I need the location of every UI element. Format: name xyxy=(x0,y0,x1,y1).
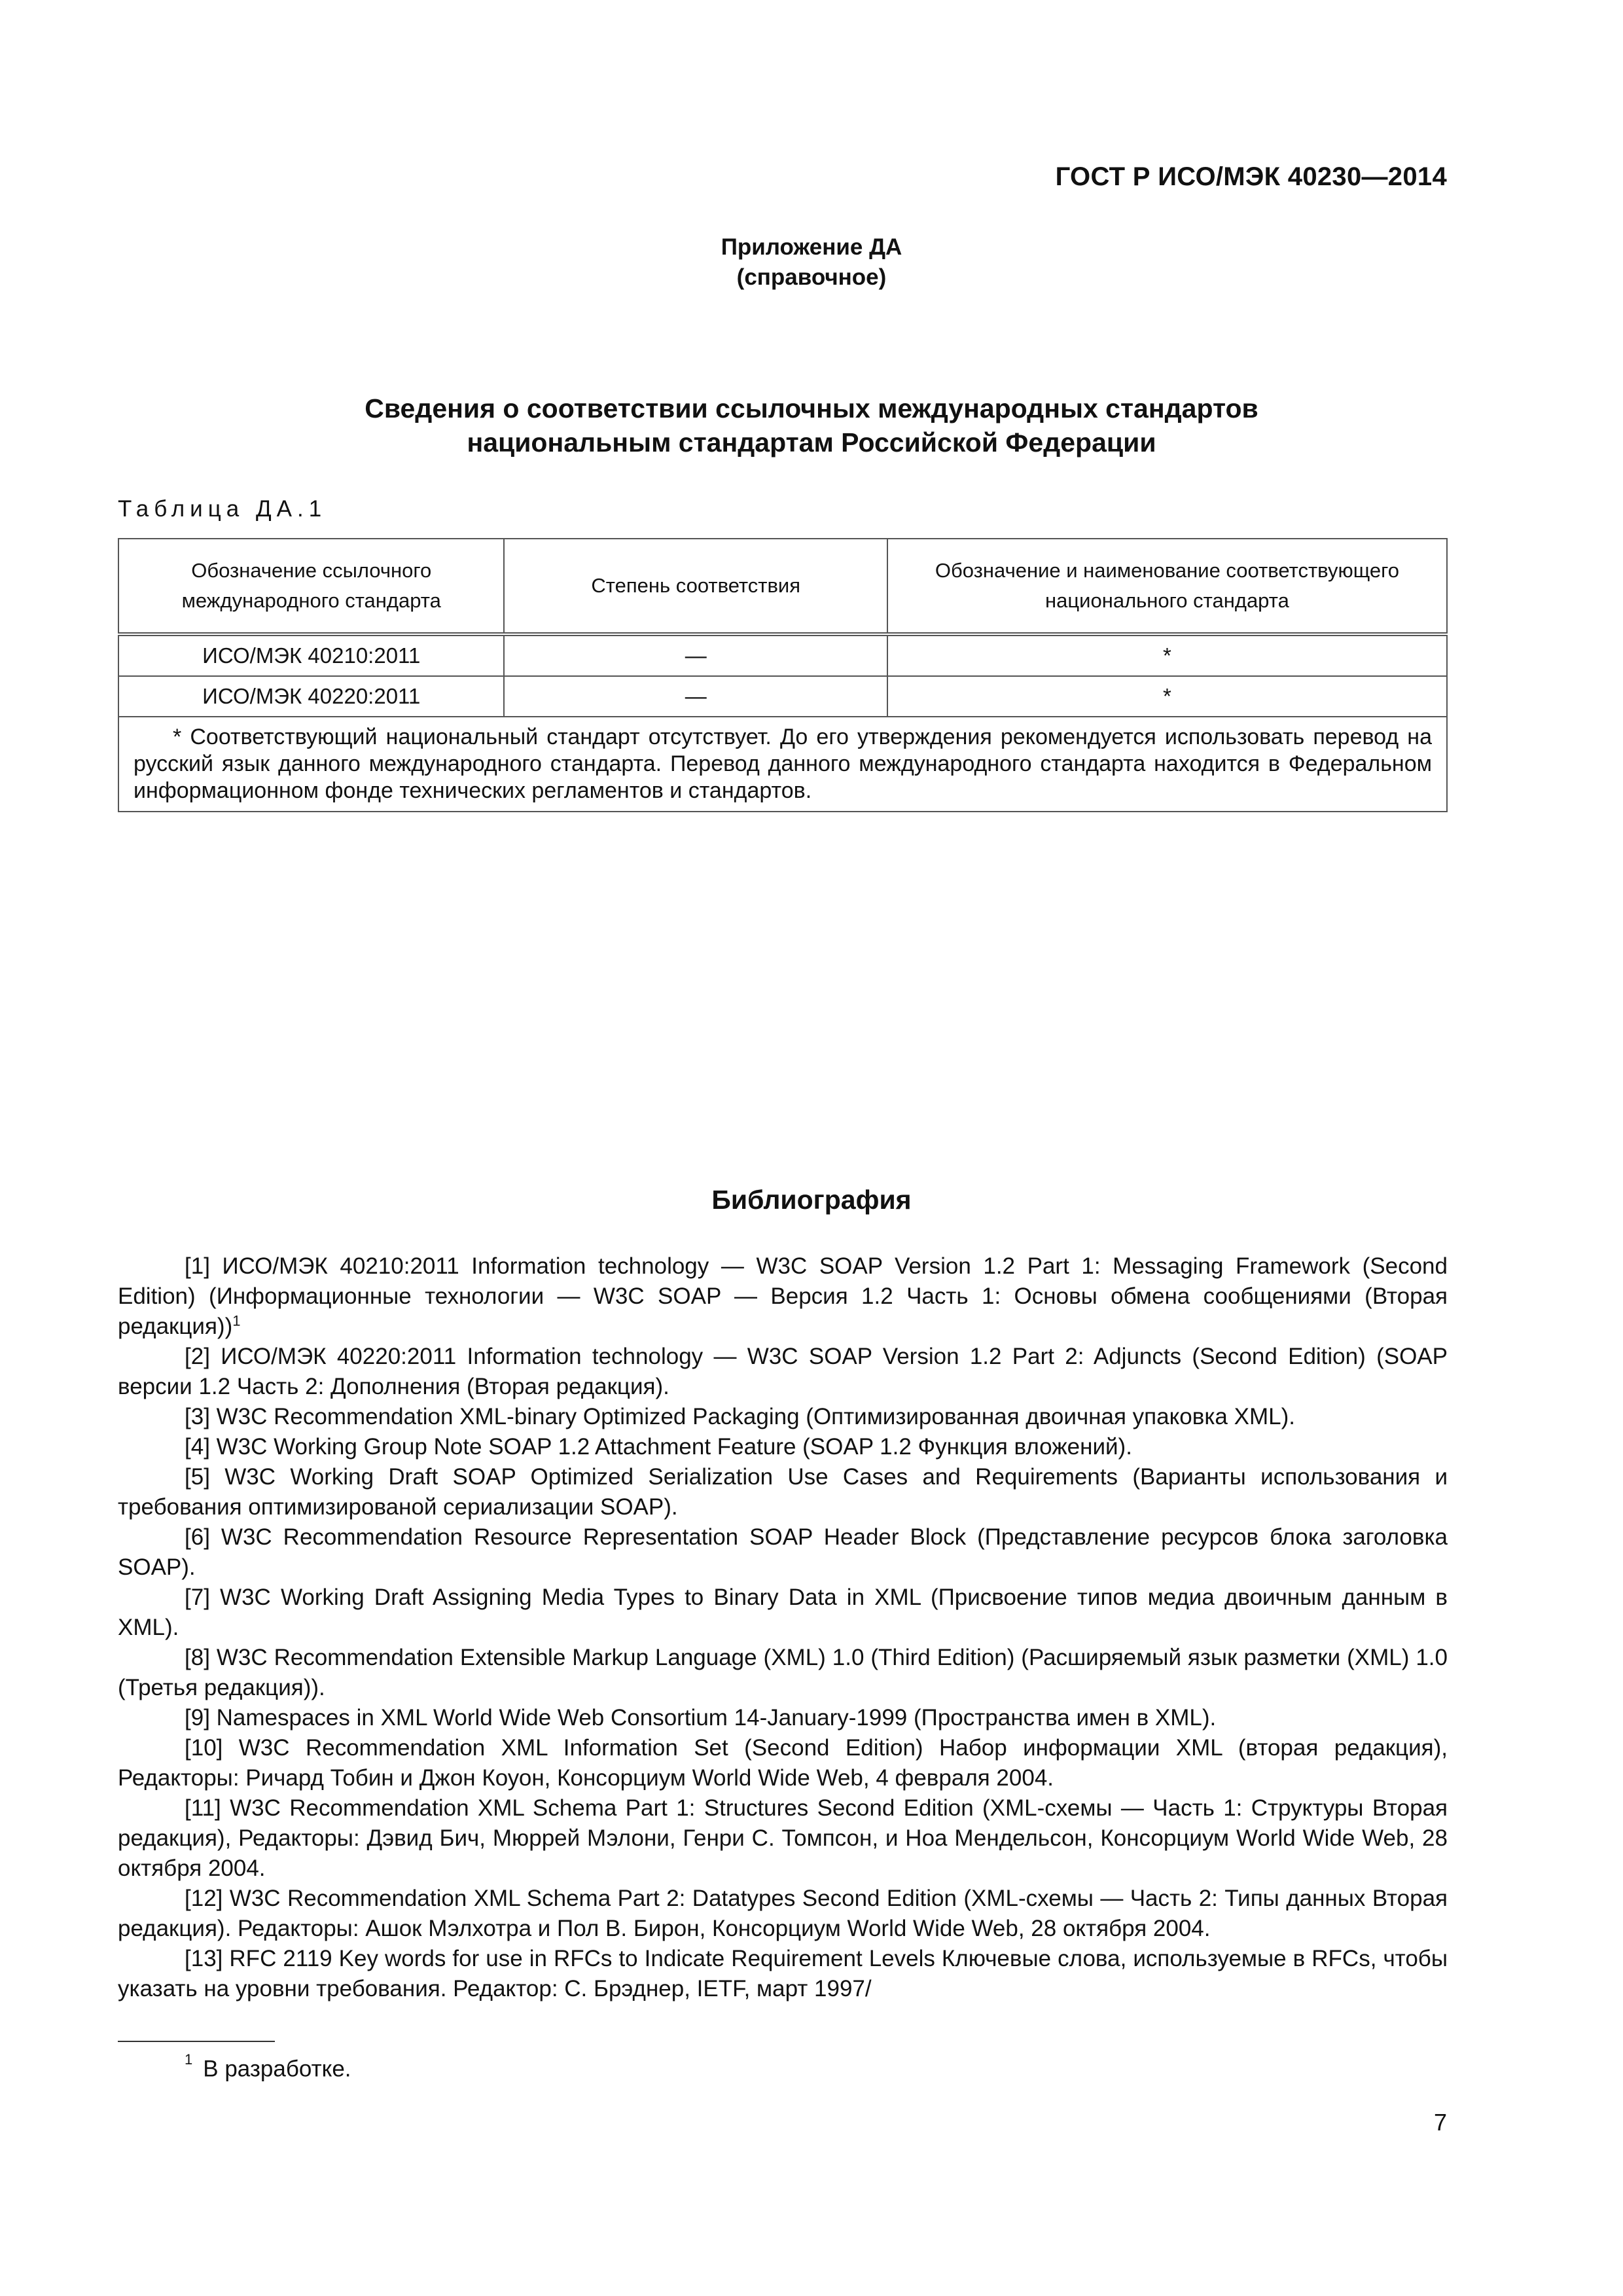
appendix-subtitle: (справочное) xyxy=(736,264,887,290)
bibliography-item: [8] W3C Recommendation Extensible Markup Language (XML) 1.0 (Third Edition) (Расширяемый язык разметки (XML) 1.0 (Третья редакция)). xyxy=(118,1645,1448,1700)
table-header-row xyxy=(118,539,1447,634)
table-header-cell: Обозначение и наименование соответствующего национального стандарта xyxy=(887,539,1447,634)
bibliography-item: [5] W3C Working Draft SOAP Optimized Serialization Use Cases and Requirements (Варианты использования и требования оптимизированой сериализации SOAP). xyxy=(118,1464,1448,1520)
bibliography-item: [7] W3C Working Draft Assigning Media Types to Binary Data in XML (Присвоение типов медиа двоичным данным в XML). xyxy=(118,1585,1448,1640)
section-title-line-2: национальным стандартам Российской Федерации xyxy=(467,427,1156,457)
bibliography-item xyxy=(118,1251,1448,1342)
table-note-row xyxy=(118,717,1447,812)
bibliography-item: [10] W3C Recommendation XML Information Set (Second Edition) Набор информации XML (вторая редакция), Редакторы: Ричард Тобин и Джон Коуон, Консорциум World Wide Web, 4 февраля 2004. xyxy=(118,1735,1448,1791)
appendix-title: Приложение ДА xyxy=(721,234,902,260)
bibliography-item: [11] W3C Recommendation XML Schema Part 1: Structures Second Edition (XML-схемы — Часть 1: Структуры Вторая редакция), Редакторы: Дэвид Бич, Мюррей Мэлони, Генри С. Томпсон, и Ноа Мендельсон, Консорциум World Wide Web, 28 октября 2004. xyxy=(118,1795,1448,1881)
section-title xyxy=(0,391,1623,459)
table-header-cell: Обозначение ссылочного международного стандарта xyxy=(118,539,504,634)
bibliography-item: [6] W3C Recommendation Resource Representation SOAP Header Block (Представление ресурсов блока заголовка SOAP). xyxy=(118,1524,1448,1580)
section-title-line-1: Сведения о соответствии ссылочных международных стандартов xyxy=(365,393,1258,423)
footnote xyxy=(185,2051,351,2083)
table-cell: — xyxy=(504,676,887,717)
table-cell: * xyxy=(887,676,1447,717)
footnote-marker: 1 xyxy=(185,2051,193,2068)
bibliography-item: [13] RFC 2119 Key words for use in RFCs to Indicate Requirement Levels Ключевые слова, используемые в RFCs, чтобы указать на уровни требования. Редактор: С. Брэднер, IETF, март 1997/ xyxy=(118,1946,1448,2001)
table-row xyxy=(118,634,1447,676)
page-number: 7 xyxy=(1433,2109,1447,2136)
table-cell: ИСО/МЭК 40210:2011 xyxy=(118,634,504,676)
table-cell: * xyxy=(887,634,1447,676)
bibliography-item: [3] W3C Recommendation XML-binary Optimized Packaging (Оптимизированная двоичная упаковка XML). xyxy=(185,1404,1295,1429)
table-header-cell: Степень соответствия xyxy=(504,539,887,634)
footnote-text: В разработке. xyxy=(203,2056,351,2082)
table-row xyxy=(118,676,1447,717)
footnote-reference: 1 xyxy=(232,1312,241,1329)
bibliography-list xyxy=(118,1251,1448,2004)
table-caption: Таблица ДА.1 xyxy=(118,496,327,522)
footnote-divider xyxy=(118,2041,275,2042)
bibliography-title: Библиография xyxy=(711,1185,912,1215)
table-cell: — xyxy=(504,634,887,676)
standards-correspondence-table xyxy=(118,538,1448,812)
document-code: ГОСТ Р ИСО/МЭК 40230—2014 xyxy=(1055,162,1447,191)
bibliography-item: [2] ИСО/МЭК 40220:2011 Information technology — W3C SOAP Version 1.2 Part 2: Adjuncts (Second Edition) (SOAP версии 1.2 Часть 2: Дополнения (Вторая редакция). xyxy=(118,1344,1448,1399)
appendix-heading xyxy=(0,232,1623,293)
table-cell: ИСО/МЭК 40220:2011 xyxy=(118,676,504,717)
bibliography-item: [12] W3C Recommendation XML Schema Part 2: Datatypes Second Edition (XML-схемы — Часть 2: Типы данных Вторая редакция). Редакторы: Ашок Мэлхотра и Пол В. Бирон, Консорциум World Wide Web, 28 октября 2004. xyxy=(118,1886,1448,1941)
table-note-cell xyxy=(118,717,1447,812)
bibliography-item: [9] Namespaces in XML World Wide Web Consortium 14-January-1999 (Пространства имен в XML). xyxy=(185,1705,1217,1731)
bibliography-item: [4] W3C Working Group Note SOAP 1.2 Attachment Feature (SOAP 1.2 Функция вложений). xyxy=(185,1434,1132,1460)
bibliography-item-text: [1] ИСО/МЭК 40210:2011 Information technology — W3C SOAP Version 1.2 Part 1: Messaging Framework (Second Edition) (Информационные технологии — W3C SOAP — Версия 1.2 Часть 1: Основы обмена сообщениями (Вторая редакция)) xyxy=(118,1253,1448,1339)
table-note: * Соответствующий национальный стандарт отсутствует. До его утверждения рекомендуется использовать перевод на русский язык данного международного стандарта. Перевод данного международного стандарта находится в Федеральном информационном фонде технических регламентов и стандартов. xyxy=(134,725,1432,803)
